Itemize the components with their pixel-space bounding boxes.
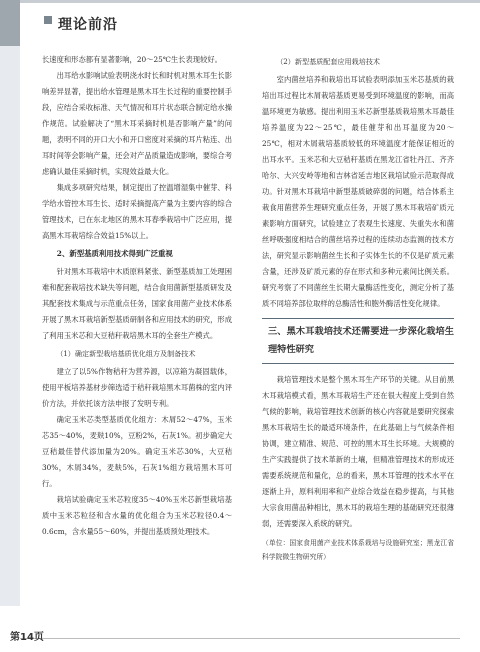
paragraph: 确定玉米芯类型基质优化组方：木屑52～47%，玉米芯35～40%，麦麸10%，豆粉2%，石灰1%。初步确定大豆秸最佳替代添加量为20%。确定玉米芯30%，大豆秸30%，木屑34%，麦麸5%，石灰1%组方栽培黑木耳可行。 [42, 415, 232, 488]
section-heading: 理论前沿 [58, 17, 118, 33]
paragraph: 室内菌丝培养和栽培出耳试验表明添加玉米芯基质的栽培出耳过程比木屑栽培基质更易受到环境温度的影响，而高温环境更为敏感。提出利用玉米芯新型基质栽培黑木耳最佳培养温度为22～25℃，最佳催芽和出耳温度为20～25℃，相对木屑栽培基质较低的环境温度才能保证相近的出耳水平。玉米芯和大豆秸秆基质在黑龙江省牡丹江、齐齐哈尔、大兴安岭等地和吉林省延吉地区栽培试验示范取得成功。针对黑木耳栽培中新型基质破碎弱的问题，结合体系主栽食用菌营养生理研究重点任务，开展了黑木耳栽培矿质元素影响方面研究，试验建立了表观生长速度、失重失水和菌丝呼吸强度相结合的菌丝培养过程的连续动态监测的技术方法，研究显示影响菌丝生长和子实体生长的不仅是矿质元素含量，还涉及矿质元素的存在形式和多种元素间比例关系。研究考察了不同菌丝生长期大量酶活性变化，测定分析了基质不同培养部位取样的总酶活性和胞外酶活性变化规律。 [262, 75, 454, 308]
page-number: 第14页 [10, 632, 44, 643]
header-color-block [0, 0, 20, 46]
author-affiliation: （单位：国家食用菌产业技术体系栽培与设施研究室；黑龙江省科学院微生物研究所） [262, 539, 454, 561]
page-footer [0, 626, 480, 652]
page-header [0, 0, 480, 46]
left-column [42, 52, 232, 540]
section-title: 三、黑木耳栽培技术还需要进一步深化栽培生理特性研究 [262, 318, 454, 364]
subheading: （2）新型基质配套应用栽培技术 [276, 57, 381, 66]
paragraph: 栽培管理技术是整个黑木耳生产环节的关键。从目前黑木耳栽培模式看，黑木耳栽培生产还在很大程度上受到自然气候的影响，栽培管理技术创新的核心内容就是要研究探索黑木耳栽培生长的最适环境条件，在此基础上与气候条件相协调，建立精准、规范、可控的黑木耳生长环境。大规模的生产实践提供了技术革新的土壤，但精准管理技术的形成还需要系统规范和量化，总的看来，黑木耳管理的技术水平在逐渐上升，原料利用率和产业综合效益在稳步提高，与其他大宗食用菌品种相比，黑木耳的栽培生理的基础研究还很薄弱，还需要深入系统的研究。 [262, 375, 454, 528]
paragraph: 建立了以5%作物秸秆为营养源，以凉箱为凝固载体，使用平板培养基材步筛选适于秸秆栽培黑木耳菌株的室内评价方法，并依托该方法申报了发明专利。 [42, 367, 232, 408]
header-accent-line [20, 0, 480, 3]
paragraph: 栽培试验确定玉米芯粒度35～40%玉米芯新型栽培基质中玉米芯粒径和含水量的优化组合为玉米芯粒径0.4～0.6cm，含水量55～60%，并提出基质预处理技术。 [42, 495, 232, 536]
paragraph: 针对黑木耳栽培中木质原料紧张、新型基质加工处理困难和配套栽培技术缺失等问题，结合食用菌新型基质研发及其配套技术集成与示范重点任务，国家食用菌产业技术体系开展了黑木耳栽培新型基质研制各和应用技术的研究，形成了利用玉米芯和大豆秸秆栽培黑木耳的全套生产模式。 [42, 267, 232, 340]
subheading: （1）确定新型栽培基质优化组方及制备技术 [56, 349, 196, 358]
paragraph: 出耳给水影响试验表明浇水时长和时机对黑木耳生长影响差异显著，提出给水管理是黑木耳生长过程的重要控制手段，应结合采收标准、天气情况和耳片状态联合制定给水操作规范。试验解决了“黑木耳采摘时机是否影响产量”的问题，表明不同的开口大小和开口密度对采摘的耳片粘连、出耳时间等会影响产量，还会对产品质量造成影响，要综合考虑确认最佳采摘时机，实现效益最大化。 [42, 71, 232, 176]
paragraph: 集成多项研究结果，制定提出了控温增湿集中催芽、科学给水管控木耳生长、适时采摘提高产量为主要内容的综合管理技术，已在东北地区的黑木耳春季栽培中广泛应用，提高黑木耳栽培综合效益15%以上。 [42, 183, 232, 240]
paragraph: 长速度和形态都有显著影响，20～25℃生长表现较好。 [42, 55, 222, 64]
right-column [262, 52, 454, 571]
footer-rule [20, 638, 460, 639]
subheading: 2、新型基质利用技术得到广泛重视 [56, 249, 173, 258]
left-sidebar-strip [0, 46, 20, 606]
square-icon [44, 16, 52, 24]
